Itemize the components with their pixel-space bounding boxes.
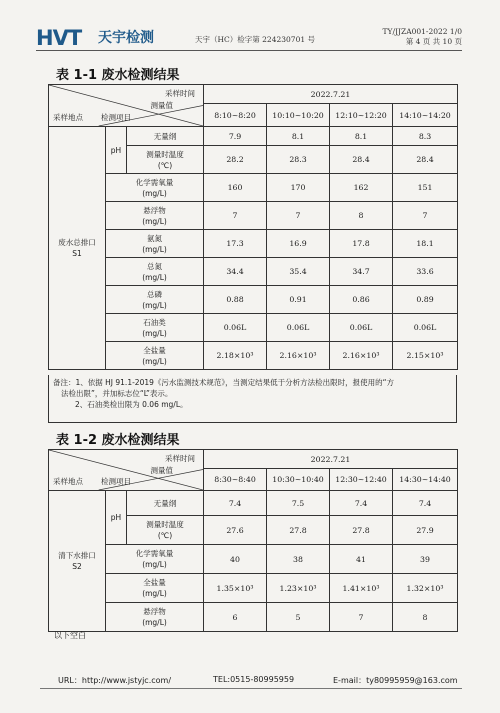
value-cell: 2.18×10³ [204, 342, 267, 370]
value-cell: 2.16×10³ [267, 342, 330, 370]
value-cell: 17.8 [330, 230, 393, 258]
value-cell: 8.1 [267, 127, 330, 146]
value-cell: 2.16×10³ [330, 342, 393, 370]
site-code: S1 [72, 249, 82, 258]
value-cell: 1.23×10³ [267, 574, 330, 603]
table-row [49, 545, 458, 574]
note-line: 备注：1、依据 HJ 91.1-2019《污水监测技术规范》，当测定结果低于分析方法检出限时，报使用的“方 [53, 378, 395, 387]
item-name [106, 202, 204, 230]
value-cell: 0.06L [330, 314, 393, 342]
value-cell: 27.9 [393, 516, 458, 545]
ph-label: pH [106, 491, 127, 545]
item-unit: (mg/L) [142, 328, 167, 338]
value-cell: 0.06L [267, 314, 330, 342]
item-label: 悬浮物 [143, 205, 166, 215]
value-cell: 33.6 [393, 258, 458, 286]
page-info: 第 4 页 共 10 页 [405, 36, 462, 46]
item-unit: (mg/L) [142, 272, 167, 282]
table-row [49, 603, 458, 632]
table2-hdr-site: 采样地点 [53, 477, 83, 486]
table2-hdr-value: 测量值 [150, 466, 174, 475]
table2-diagonal-header [49, 450, 204, 491]
value-cell: 0.89 [393, 286, 458, 314]
site-name: 清下水排口 [58, 551, 96, 560]
header-right [382, 27, 462, 46]
table1-header-row [49, 85, 458, 104]
item-label: 测量时温度 [146, 520, 184, 529]
ph-label: pH [106, 127, 127, 174]
value-cell: 0.91 [267, 286, 330, 314]
table2-time: 12:30~12:40 [330, 469, 393, 491]
item-label: 化学需氧量 [135, 177, 174, 187]
value-cell: 8 [393, 603, 458, 632]
table1-diagonal-header [49, 85, 204, 127]
item-name [106, 342, 204, 370]
value-cell: 8.1 [330, 127, 393, 146]
site-code: S2 [72, 562, 82, 571]
value-cell: 7.4 [330, 491, 393, 516]
table1-time: 10:10~10:20 [267, 104, 330, 127]
item-label: 氨氮 [147, 233, 162, 243]
value-cell: 2.15×10³ [393, 342, 458, 370]
table1-time: 8:10~8:20 [204, 104, 267, 127]
value-cell: 27.8 [267, 516, 330, 545]
note-line: 法检出限”，并加标志位“L”表示。 [61, 389, 173, 398]
value-cell: 151 [393, 174, 458, 202]
table2-hdr-item: 检测项目 [101, 477, 131, 486]
table-row [49, 286, 458, 314]
value-cell: 18.1 [393, 230, 458, 258]
table1-time: 12:10~12:20 [330, 104, 393, 127]
value-cell: 162 [330, 174, 393, 202]
logo-hvt-text: HVT [36, 26, 82, 50]
value-cell: 160 [204, 174, 267, 202]
footer-url: URL：http://www.jstyjc.com/ [58, 676, 172, 685]
license-number: 天宇（HC）检字第 224230701 号 [195, 35, 315, 44]
item-label: 全盐量 [143, 345, 166, 355]
value-cell: 28.3 [267, 146, 330, 174]
table2-time: 14:30~14:40 [393, 469, 458, 491]
table1-hdr-value: 测量值 [150, 101, 174, 110]
item-name [106, 174, 204, 202]
item-name [106, 545, 204, 574]
table1-title: 表 1-1 废水检测结果 [56, 68, 180, 83]
item-label: 悬浮物 [143, 607, 166, 616]
value-cell: 170 [267, 174, 330, 202]
value-cell: 0.06L [393, 314, 458, 342]
end-of-data-text: 以下空白 [54, 631, 86, 640]
table1-hdr-site: 采样地点 [53, 113, 83, 122]
table1-date: 2022.7.21 [204, 85, 458, 104]
note-line: 2、石油类检出限为 0.06 mg/L。 [75, 400, 188, 409]
footer-email: E-mail：ty80995959@163.com [333, 676, 458, 685]
item-name [106, 258, 204, 286]
table1-site [49, 127, 106, 370]
table-row [49, 342, 458, 370]
value-cell: 7.4 [204, 491, 267, 516]
value-cell: 7 [204, 202, 267, 230]
table-row [49, 491, 458, 516]
item-name [106, 574, 204, 603]
table-row [49, 230, 458, 258]
value-cell: 1.41×10³ [330, 574, 393, 603]
item-name: 无量纲 [127, 491, 204, 516]
value-cell: 0.88 [204, 286, 267, 314]
value-cell: 7.4 [393, 491, 458, 516]
item-label: 总氮 [147, 261, 162, 271]
table2-time: 8:30~8:40 [204, 469, 267, 491]
table2-hdr-time: 采样时间 [165, 454, 196, 463]
table-row [49, 574, 458, 603]
table-row [49, 174, 458, 202]
table2-title: 表 1-2 废水检测结果 [56, 433, 180, 448]
header-divider [36, 50, 462, 51]
item-unit: (mg/L) [142, 188, 167, 198]
item-unit: (mg/L) [142, 300, 167, 310]
value-cell: 6 [204, 603, 267, 632]
table1-hdr-item: 检测项目 [101, 113, 131, 122]
item-name [106, 603, 204, 632]
value-cell: 27.6 [204, 516, 267, 545]
logo-cn-text: 天宇检测 [98, 30, 154, 46]
value-cell: 8.3 [393, 127, 458, 146]
item-unit: (mg/L) [142, 216, 167, 226]
item-unit: (mg/L) [142, 244, 167, 254]
company-logo [36, 27, 176, 49]
document-number: TY/JJZA001-2022 1/0 [382, 27, 462, 36]
value-cell: 39 [393, 545, 458, 574]
value-cell: 1.32×10³ [393, 574, 458, 603]
table-row [49, 202, 458, 230]
item-label: 测量时温度 [146, 149, 184, 159]
value-cell: 28.4 [330, 146, 393, 174]
item-unit: (mg/L) [142, 356, 167, 366]
site-name: 废水总排口 [58, 238, 96, 247]
value-cell: 34.7 [330, 258, 393, 286]
value-cell: 28.2 [204, 146, 267, 174]
table2 [48, 449, 458, 632]
item-unit: (mg/L) [142, 589, 167, 598]
value-cell: 7 [393, 202, 458, 230]
value-cell: 41 [330, 545, 393, 574]
table1-time: 14:10~14:20 [393, 104, 458, 127]
table2-site [49, 491, 106, 632]
item-name [127, 146, 204, 174]
item-name [106, 230, 204, 258]
value-cell: 7.9 [204, 127, 267, 146]
table2-date: 2022.7.21 [204, 450, 458, 469]
value-cell: 27.8 [330, 516, 393, 545]
value-cell: 1.35×10³ [204, 574, 267, 603]
value-cell: 16.9 [267, 230, 330, 258]
table2-header-row [49, 450, 458, 469]
item-label: 石油类 [143, 317, 166, 327]
item-label: 化学需氧量 [135, 549, 174, 558]
footer-tel: TEL:0515-80995959 [213, 675, 295, 684]
value-cell: 38 [267, 545, 330, 574]
value-cell: 0.06L [204, 314, 267, 342]
table-row [49, 314, 458, 342]
table2-time: 10:30~10:40 [267, 469, 330, 491]
value-cell: 7.5 [267, 491, 330, 516]
value-cell: 40 [204, 545, 267, 574]
table1-hdr-time: 采样时间 [165, 89, 196, 98]
item-label: 总磷 [147, 289, 162, 299]
item-label: 全盐量 [143, 578, 166, 587]
table1 [48, 84, 458, 370]
value-cell: 35.4 [267, 258, 330, 286]
value-cell: 7 [267, 202, 330, 230]
item-unit: (mg/L) [142, 618, 167, 627]
value-cell: 7 [330, 603, 393, 632]
value-cell: 17.3 [204, 230, 267, 258]
table-row [49, 258, 458, 286]
footer-divider [40, 688, 462, 689]
value-cell: 34.4 [204, 258, 267, 286]
value-cell: 28.4 [393, 146, 458, 174]
table-row [49, 127, 458, 146]
item-name: 无量纲 [127, 127, 204, 146]
item-unit: (℃) [157, 160, 173, 170]
item-name [106, 314, 204, 342]
item-name [127, 516, 204, 545]
value-cell: 0.86 [330, 286, 393, 314]
value-cell: 8 [330, 202, 393, 230]
item-name [106, 286, 204, 314]
item-unit: (℃) [157, 531, 173, 540]
value-cell: 5 [267, 603, 330, 632]
table1-note [48, 375, 457, 423]
item-unit: (mg/L) [142, 560, 167, 569]
